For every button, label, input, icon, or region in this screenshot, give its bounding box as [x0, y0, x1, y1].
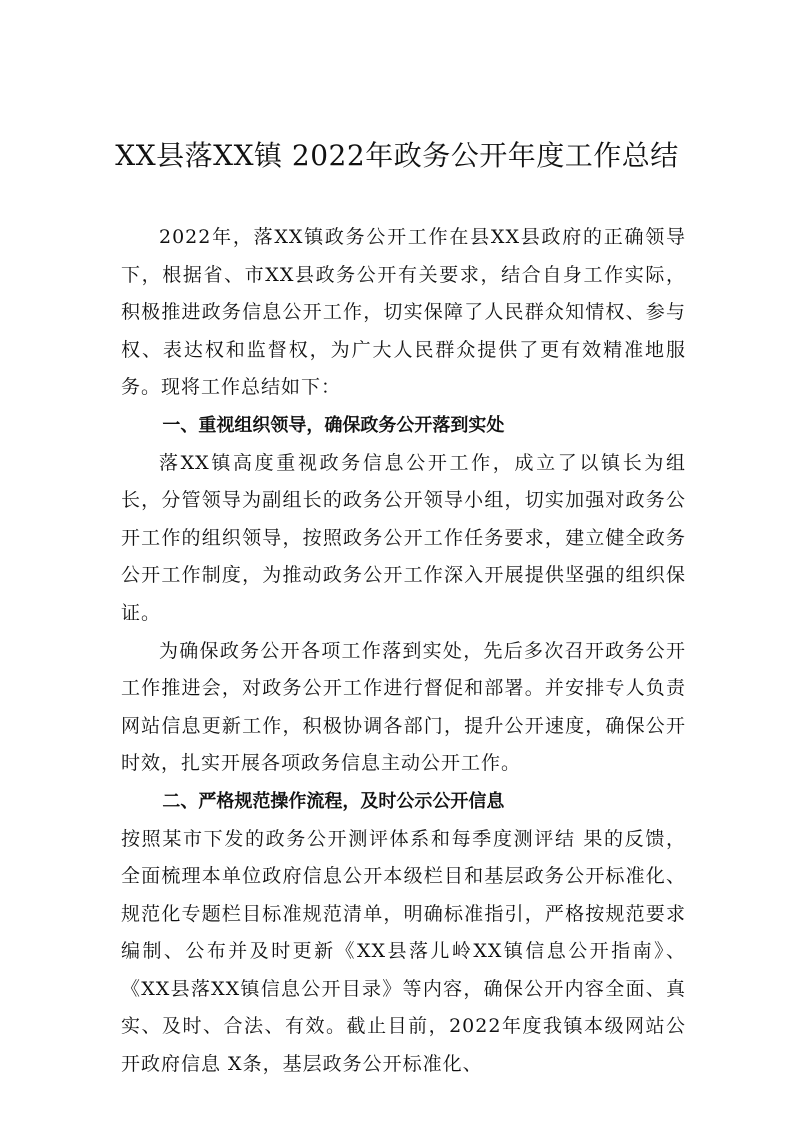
section-1-heading: 一、重视组织领导，确保政务公开落到实处 — [162, 414, 505, 436]
document-body — [121, 219, 686, 1084]
section-1-paragraph-2: 为确保政务公开各项工作落到实处，先后多次召开政务公开工作推进会，对政务公开工作进行督促和部署。并安排专人负责网站信息更新工作，积极协调各部门，提升公开速度，确保公开时效，扎实开展各项政务信息主动公开工作。 — [121, 639, 686, 775]
intro-paragraph: 2022年，落XX镇政务公开工作在县XX县政府的正确领导下，根据省、市XX县政务公开有关要求，结合自身工作实际，积极推进政务信息公开工作，切实保障了人民群众知情权、参与权、表达权和监督权，为广大人民群众提供了更有效精准地服务。现将工作总结如下： — [121, 226, 686, 399]
section-2-heading: 二、严格规范操作流程，及时公示公开信息 — [162, 790, 505, 812]
section-2-paragraph-1: 按照某市下发的政务公开测评体系和每季度测评结 果的反馈，全面梳理本单位政府信息公开本级栏目和基层政务公开标准化、规范化专题栏目标准规范清单，明确标准指引，严格按规范要求编制、公布并及时更新《XX县落儿岭XX镇信息公开指南》、《XX县落XX镇信息公开目录》等内容，确保公开内容全面、真实、及时、合法、有效。截止目前，2022年度我镇本级网站公开政府信息 X条，基层政务公开标准化、 — [121, 827, 686, 1076]
section-1-paragraph-1: 落XX镇高度重视政务信息公开工作，成立了以镇长为组长，分管领导为副组长的政务公开领导小组，切实加强对政务公开工作的组织领导，按照政务公开工作任务要求，建立健全政务公开工作制度，为推动政务公开工作深入开展提供坚强的组织保证。 — [121, 451, 686, 624]
document-title: XX县落XX镇 2022年政务公开年度工作总结 — [115, 139, 679, 172]
